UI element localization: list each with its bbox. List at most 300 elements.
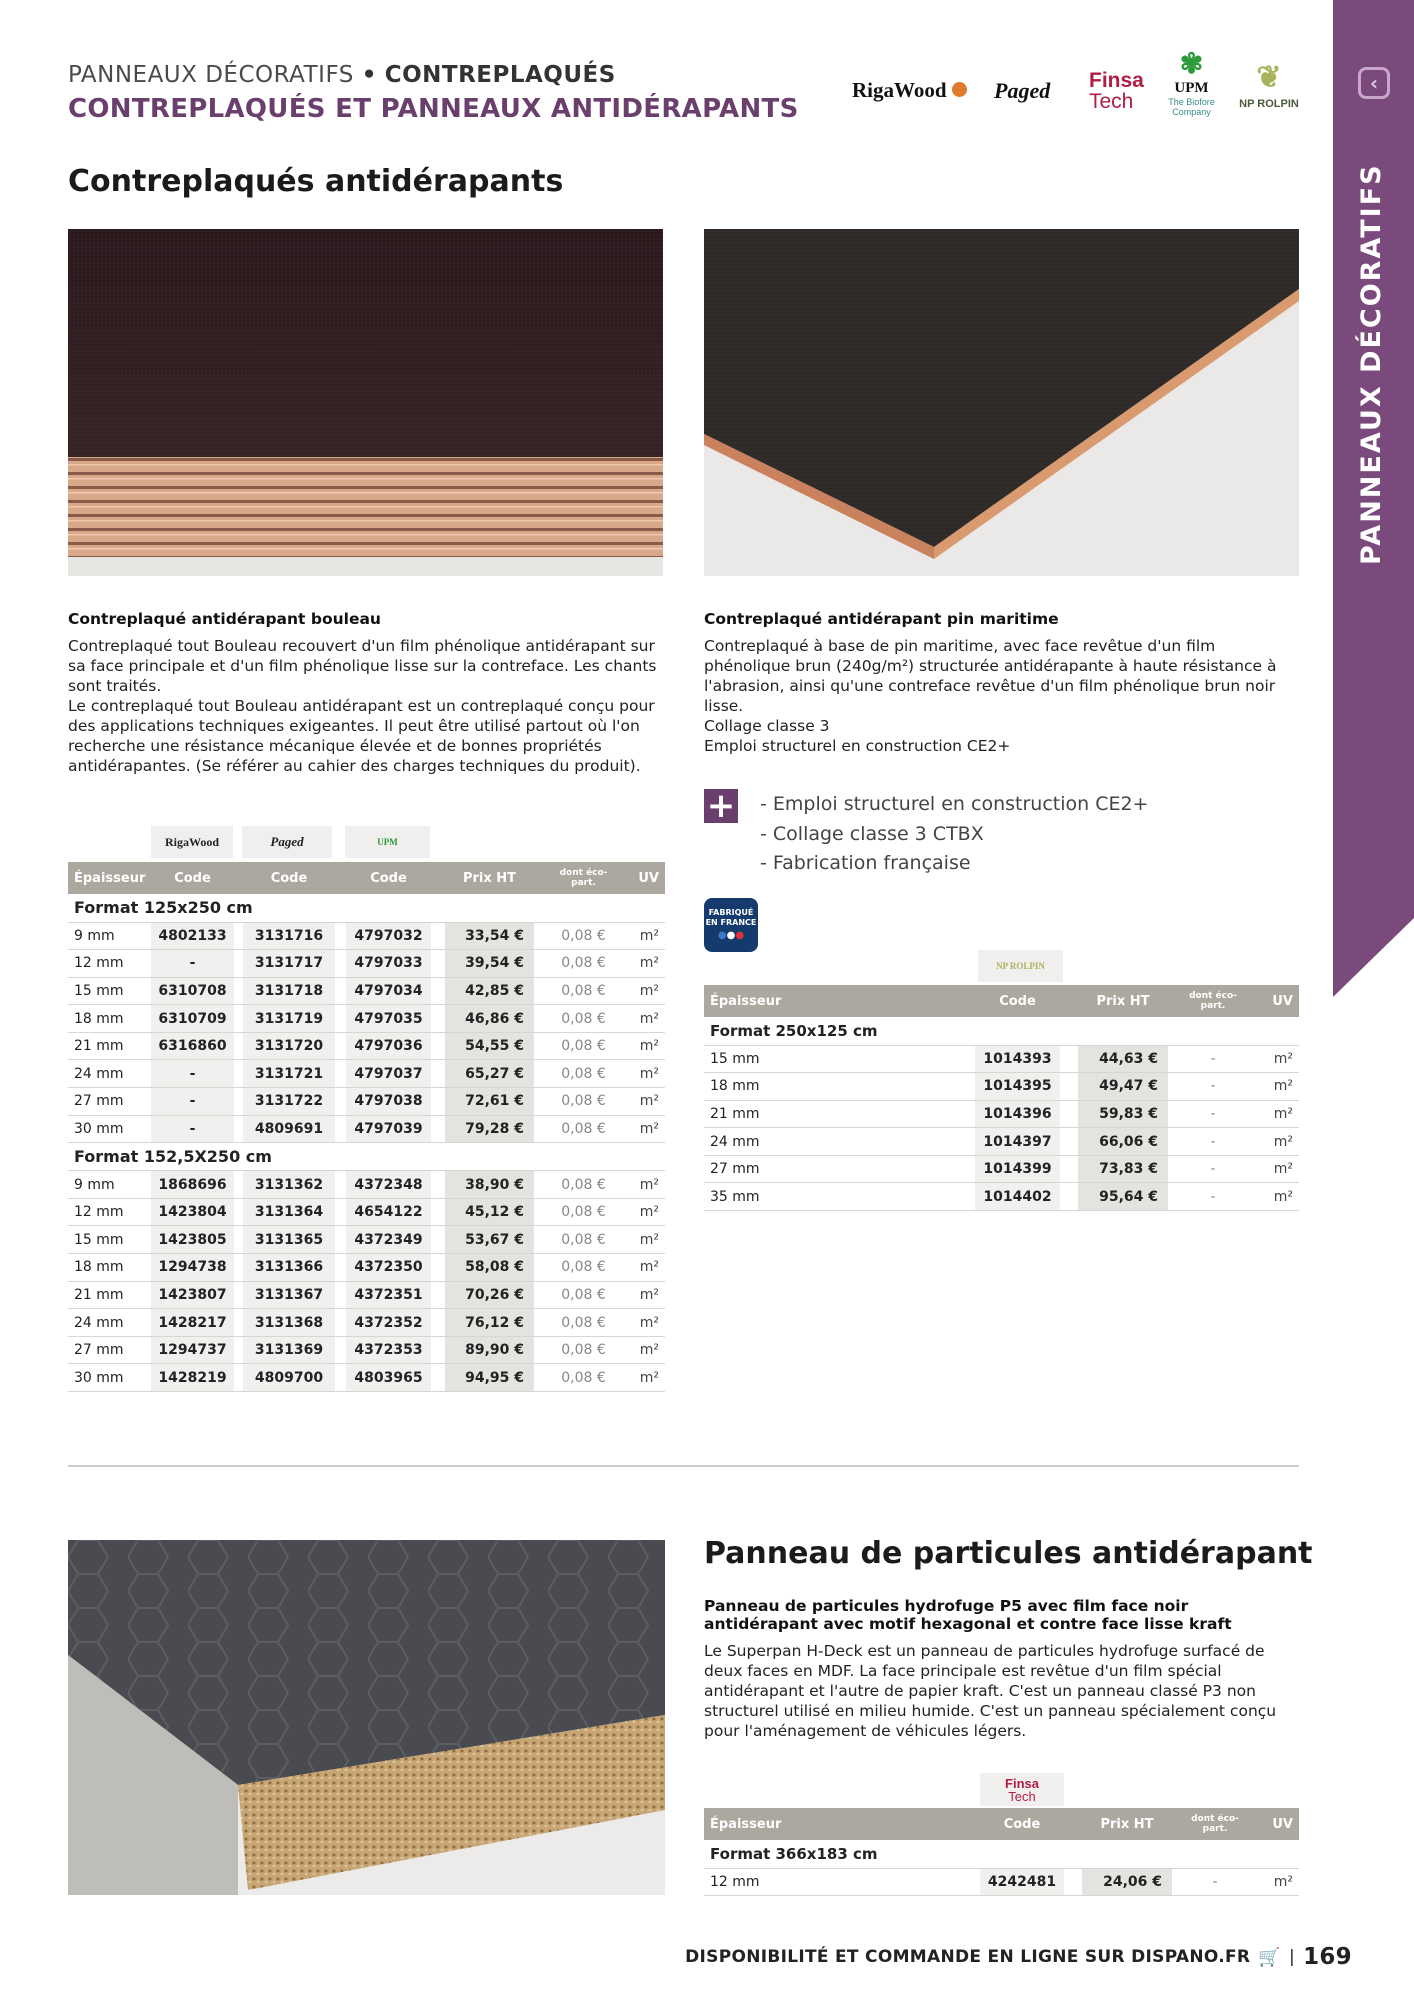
column-header: dont éco-part. [1175, 985, 1251, 1017]
column-spacer [234, 862, 243, 894]
spacer-cell [335, 977, 346, 1005]
code-cell: 1423805 [151, 1226, 234, 1254]
finsa-logo: Finsa Tech [1089, 69, 1144, 113]
column-header: Code [243, 862, 335, 894]
code-cell: 4372349 [346, 1226, 431, 1254]
eco-part-cell: 0,08 € [543, 1171, 624, 1199]
code-cell: 4372353 [346, 1336, 431, 1364]
kicker-category: PANNEAUX DÉCORATIFS [68, 62, 354, 88]
spacer-cell [431, 1226, 445, 1254]
unit-cell: m² [624, 977, 665, 1005]
spacer-cell [534, 1060, 543, 1088]
spacer-cell [431, 1032, 445, 1060]
unit-cell: m² [624, 1005, 665, 1033]
product-description: Contreplaqué tout Bouleau recouvert d'un film phénolique antidérapant sur sa face principale et d'un film phénolique lisse sur la contreface. Les chants sont traités. Le contreplaqué tout Bouleau antidérapant est un contreplaqué conçu pour des applications techniques exigeantes. Il peut être utilisé partout où l'on recherche une résistance mécanique élevée et de bonnes propriétés antidérapantes. (Se référer au cahier des charges techniques du produit). [68, 637, 657, 775]
code-cell: 1868696 [151, 1171, 234, 1199]
product-title: Panneau de particules hydrofuge P5 avec film face noir antidérapant avec motif hexagonal et contre face lisse kraft [704, 1597, 1232, 1633]
spacer-cell [335, 950, 346, 978]
thickness-cell: 30 mm [68, 1115, 151, 1143]
spacer-cell [335, 1088, 346, 1116]
product-description: Contreplaqué à base de pin maritime, avec face revêtue d'un film phénolique brun (240g/m²) structurée antidérapante à haute résistance à l'abrasion, ainsi qu'une contreface revêtue d'un film phénolique brun noir lisse. Collage classe 3 Emploi structurel en construction CE2+ [704, 637, 1277, 755]
thickness-cell: 12 mm [68, 950, 151, 978]
section-heading: Panneau de particules antidérapant [704, 1536, 1313, 1571]
thickness-cell: 15 mm [68, 1226, 151, 1254]
table-row [68, 1226, 665, 1254]
rolpin-column-logo: NP ROLPIN [978, 950, 1063, 982]
spacer-cell [534, 1281, 543, 1309]
spacer-cell [534, 1171, 543, 1199]
particle-board-price-table [704, 1808, 1299, 1896]
spacer-cell [1060, 1045, 1078, 1073]
thickness-cell: 18 mm [68, 1005, 151, 1033]
spacer-cell [234, 1364, 243, 1392]
spacer-cell [431, 1309, 445, 1337]
spacer-cell [234, 1005, 243, 1033]
column-spacer [1060, 985, 1078, 1017]
spacer-cell [234, 1254, 243, 1282]
code-cell: 4809700 [243, 1364, 335, 1392]
column-header: Prix HT [1082, 1808, 1172, 1840]
format-row [68, 1143, 665, 1171]
unit-cell: m² [624, 1060, 665, 1088]
table-row [704, 1868, 1299, 1896]
spacer-cell [335, 1032, 346, 1060]
price-cell: 76,12 € [445, 1309, 534, 1337]
product-title: Contreplaqué antidérapant bouleau [68, 610, 381, 628]
thickness-cell: 24 mm [68, 1309, 151, 1337]
unit-cell: m² [624, 1336, 665, 1364]
price-cell: 89,90 € [445, 1336, 534, 1364]
column-header: Code [975, 985, 1060, 1017]
code-cell: 4809691 [243, 1115, 335, 1143]
code-cell: 1014395 [975, 1073, 1060, 1101]
table-row [704, 1183, 1299, 1211]
eco-part-cell: 0,08 € [543, 1115, 624, 1143]
code-cell: 1014402 [975, 1183, 1060, 1211]
eco-part-cell: 0,08 € [543, 1032, 624, 1060]
eco-part-cell: 0,08 € [543, 977, 624, 1005]
thickness-cell: 35 mm [704, 1183, 975, 1211]
unit-cell: m² [1251, 1100, 1299, 1128]
eco-part-cell: - [1175, 1183, 1251, 1211]
column-header: dont éco-part. [543, 862, 624, 894]
format-label: Format 125x250 cm [68, 894, 665, 922]
table-row [68, 1281, 665, 1309]
code-cell: 1423807 [151, 1281, 234, 1309]
spacer-cell [335, 1198, 346, 1226]
particle-board-product [704, 1597, 1294, 1741]
spacer-cell [534, 1088, 543, 1116]
eco-part-cell: 0,08 € [543, 1198, 624, 1226]
spacer-cell [234, 1309, 243, 1337]
price-cell: 46,86 € [445, 1005, 534, 1033]
spacer-cell [1172, 1868, 1179, 1896]
code-cell: 6310709 [151, 1005, 234, 1033]
code-cell: 6310708 [151, 977, 234, 1005]
spacer-cell [431, 1115, 445, 1143]
page-number: 169 [1303, 1944, 1352, 1970]
spacer-cell [431, 1198, 445, 1226]
thickness-cell: 21 mm [68, 1032, 151, 1060]
code-cell: - [151, 1088, 234, 1116]
spacer-cell [431, 1281, 445, 1309]
finsa-column-logo: Finsa Tech [980, 1773, 1064, 1806]
spacer-cell [534, 1198, 543, 1226]
spacer-cell [534, 1115, 543, 1143]
price-cell: 65,27 € [445, 1060, 534, 1088]
eco-part-cell: 0,08 € [543, 1226, 624, 1254]
code-cell: 1294737 [151, 1336, 234, 1364]
spacer-cell [234, 1281, 243, 1309]
column-spacer [1168, 985, 1175, 1017]
column-header: Code [980, 1808, 1064, 1840]
spacer-cell [1060, 1073, 1078, 1101]
eco-part-cell: 0,08 € [543, 1005, 624, 1033]
spacer-cell [234, 1171, 243, 1199]
column-header: Épaisseur [704, 1808, 980, 1840]
code-cell: 1014396 [975, 1100, 1060, 1128]
price-cell: 72,61 € [445, 1088, 534, 1116]
table-row [68, 1060, 665, 1088]
code-cell: 4797038 [346, 1088, 431, 1116]
unit-cell: m² [1251, 1128, 1299, 1156]
price-cell: 49,47 € [1078, 1073, 1168, 1101]
brand-logos [852, 50, 1302, 140]
eco-part-cell: 0,08 € [543, 1060, 624, 1088]
price-cell: 70,26 € [445, 1281, 534, 1309]
birch-plywood-image [68, 229, 663, 576]
table-row [68, 1309, 665, 1337]
column-header: Prix HT [1078, 985, 1168, 1017]
spacer-cell [234, 1088, 243, 1116]
code-cell: 3131718 [243, 977, 335, 1005]
spacer-cell [335, 1171, 346, 1199]
birch-price-table [68, 862, 665, 1392]
product-title: Contreplaqué antidérapant pin maritime [704, 610, 1059, 628]
code-cell: 1428217 [151, 1309, 234, 1337]
kicker-sep: • [361, 62, 377, 88]
price-cell: 66,06 € [1078, 1128, 1168, 1156]
format-label: Format 366x183 cm [704, 1840, 1299, 1868]
eco-part-cell: - [1175, 1100, 1251, 1128]
code-cell: - [151, 950, 234, 978]
price-cell: 58,08 € [445, 1254, 534, 1282]
eco-part-cell: - [1175, 1073, 1251, 1101]
spacer-cell [1060, 1155, 1078, 1183]
rigawood-column-logo: RigaWood [151, 826, 233, 858]
cart-icon: 🛒 [1258, 1946, 1282, 1968]
column-spacer [335, 862, 346, 894]
spacer-cell [335, 922, 346, 950]
spacer-cell [335, 1364, 346, 1392]
spacer-cell [534, 977, 543, 1005]
format-label: Format 250x125 cm [704, 1017, 1299, 1045]
footer [685, 1944, 1352, 1970]
column-spacer [431, 862, 445, 894]
feature-list [760, 790, 1148, 879]
eco-part-cell: - [1175, 1128, 1251, 1156]
code-cell: - [151, 1060, 234, 1088]
made-in-france-badge: FABRIQUÉ EN FRANCE ●●● [704, 898, 758, 952]
spacer-cell [234, 1060, 243, 1088]
code-cell: 4797039 [346, 1115, 431, 1143]
spacer-cell [431, 922, 445, 950]
code-cell: 3131368 [243, 1309, 335, 1337]
format-row [704, 1840, 1299, 1868]
code-cell: 6316860 [151, 1032, 234, 1060]
code-cell: 1428219 [151, 1364, 234, 1392]
section-divider [68, 1465, 1299, 1467]
spacer-cell [335, 1226, 346, 1254]
section-kicker [68, 62, 616, 88]
spacer-cell [431, 1364, 445, 1392]
thickness-cell: 27 mm [704, 1155, 975, 1183]
spacer-cell [1168, 1183, 1175, 1211]
unit-cell: m² [1251, 1073, 1299, 1101]
column-header: dont éco-part. [1179, 1808, 1251, 1840]
product-description: Le Superpan H-Deck est un panneau de particules hydrofuge surfacé de deux faces en MDF. La face principale est revêtue d'un film spécial antidérapant et l'autre de papier kraft. C'est un panneau classé P3 non structurel utilisé en milieu humide. C'est un panneau spécialement conçu pour l'aménagement de véhicules légers. [704, 1642, 1277, 1740]
unit-cell: m² [1251, 1868, 1299, 1896]
spacer-cell [431, 1254, 445, 1282]
price-cell: 38,90 € [445, 1171, 534, 1199]
thickness-cell: 18 mm [68, 1254, 151, 1282]
code-cell: 4242481 [980, 1868, 1064, 1896]
column-header: UV [1251, 1808, 1299, 1840]
price-cell: 53,67 € [445, 1226, 534, 1254]
spacer-cell [335, 1336, 346, 1364]
spacer-cell [234, 1226, 243, 1254]
code-cell: 4654122 [346, 1198, 431, 1226]
code-cell: 4802133 [151, 922, 234, 950]
thickness-cell: 24 mm [68, 1060, 151, 1088]
spacer-cell [534, 950, 543, 978]
spacer-cell [234, 1115, 243, 1143]
spacer-cell [335, 1115, 346, 1143]
unit-cell: m² [1251, 1183, 1299, 1211]
spacer-cell [534, 1336, 543, 1364]
spacer-cell [1060, 1128, 1078, 1156]
table-row [68, 1198, 665, 1226]
code-cell: 4797032 [346, 922, 431, 950]
code-cell: 3131367 [243, 1281, 335, 1309]
table-row [68, 1005, 665, 1033]
eco-part-cell: 0,08 € [543, 950, 624, 978]
spacer-cell [1168, 1045, 1175, 1073]
unit-cell: m² [1251, 1045, 1299, 1073]
upm-column-logo: UPM [345, 826, 430, 858]
code-cell: 4797034 [346, 977, 431, 1005]
eco-part-cell: 0,08 € [543, 1364, 624, 1392]
column-header: UV [624, 862, 665, 894]
spacer-cell [431, 950, 445, 978]
footer-separator: | [1289, 1947, 1296, 1967]
spacer-cell [335, 1060, 346, 1088]
thickness-cell: 21 mm [68, 1281, 151, 1309]
table-header-row [704, 1808, 1299, 1840]
birch-product [68, 610, 663, 776]
thickness-cell: 21 mm [704, 1100, 975, 1128]
thickness-cell: 12 mm [68, 1198, 151, 1226]
spacer-cell [1168, 1128, 1175, 1156]
thickness-cell: 27 mm [68, 1088, 151, 1116]
unit-cell: m² [624, 1088, 665, 1116]
spacer-cell [1168, 1073, 1175, 1101]
spacer-cell [1060, 1100, 1078, 1128]
spacer-cell [1060, 1183, 1078, 1211]
eco-part-cell: 0,08 € [543, 1281, 624, 1309]
kicker-subcategory: CONTREPLAQUÉS [384, 62, 616, 88]
unit-cell: m² [624, 922, 665, 950]
spacer-cell [335, 1281, 346, 1309]
code-cell: 1423804 [151, 1198, 234, 1226]
code-cell: 3131365 [243, 1226, 335, 1254]
column-spacer [1064, 1808, 1082, 1840]
code-cell: 3131716 [243, 922, 335, 950]
code-cell: 4372350 [346, 1254, 431, 1282]
unit-cell: m² [1251, 1155, 1299, 1183]
feature-item: - Fabrication française [760, 852, 971, 874]
price-cell: 79,28 € [445, 1115, 534, 1143]
eco-part-cell: 0,08 € [543, 922, 624, 950]
thickness-cell: 24 mm [704, 1128, 975, 1156]
spacer-cell [335, 1005, 346, 1033]
column-header: UV [1251, 985, 1299, 1017]
spacer-cell [431, 1060, 445, 1088]
spacer-cell [1168, 1100, 1175, 1128]
plus-icon: + [704, 789, 738, 823]
code-cell: 4797033 [346, 950, 431, 978]
unit-cell: m² [624, 1364, 665, 1392]
code-cell: 3131364 [243, 1198, 335, 1226]
price-cell: 54,55 € [445, 1032, 534, 1060]
pine-product [704, 610, 1299, 756]
table-row [68, 1364, 665, 1392]
eco-part-cell: - [1179, 1868, 1251, 1896]
code-cell: 4797036 [346, 1032, 431, 1060]
paged-column-logo: Paged [242, 826, 332, 858]
table-row [68, 1032, 665, 1060]
column-header: Épaisseur [704, 985, 975, 1017]
code-cell: 3131722 [243, 1088, 335, 1116]
spacer-cell [234, 1336, 243, 1364]
eco-part-cell: 0,08 € [543, 1336, 624, 1364]
thickness-cell: 30 mm [68, 1364, 151, 1392]
format-row [68, 894, 665, 922]
spacer-cell [431, 977, 445, 1005]
spacer-cell [534, 1364, 543, 1392]
code-cell: 4797035 [346, 1005, 431, 1033]
code-cell: 1014399 [975, 1155, 1060, 1183]
unit-cell: m² [624, 1281, 665, 1309]
page-title: CONTREPLAQUÉS ET PANNEAUX ANTIDÉRAPANTS [68, 94, 799, 124]
column-header: Code [151, 862, 234, 894]
footer-text: DISPONIBILITÉ ET COMMANDE EN LIGNE SUR DISPANO.FR [685, 1947, 1251, 1967]
spacer-cell [534, 1226, 543, 1254]
rigawood-logo: RigaWood [852, 78, 967, 103]
eco-part-cell: 0,08 € [543, 1254, 624, 1282]
spacer-cell [234, 1032, 243, 1060]
price-cell: 33,54 € [445, 922, 534, 950]
table-header-row [704, 985, 1299, 1017]
unit-cell: m² [624, 1032, 665, 1060]
table-row [68, 1336, 665, 1364]
spacer-cell [431, 1171, 445, 1199]
format-label: Format 152,5X250 cm [68, 1143, 665, 1171]
eco-part-cell: 0,08 € [543, 1309, 624, 1337]
table-row [704, 1073, 1299, 1101]
spacer-cell [1168, 1155, 1175, 1183]
price-cell: 42,85 € [445, 977, 534, 1005]
column-header: Prix HT [445, 862, 534, 894]
table-row [704, 1128, 1299, 1156]
code-cell: 3131369 [243, 1336, 335, 1364]
eco-part-cell: - [1175, 1155, 1251, 1183]
particle-board-image [68, 1540, 665, 1895]
code-cell: - [151, 1115, 234, 1143]
spacer-cell [335, 1309, 346, 1337]
price-cell: 24,06 € [1082, 1868, 1172, 1896]
spacer-cell [534, 1254, 543, 1282]
thickness-cell: 15 mm [704, 1045, 975, 1073]
upm-logo: ✾ UPM The Biofore Company [1168, 49, 1215, 117]
table-row [68, 1171, 665, 1199]
spacer-cell [234, 977, 243, 1005]
price-cell: 45,12 € [445, 1198, 534, 1226]
code-cell: 3131720 [243, 1032, 335, 1060]
price-cell: 73,83 € [1078, 1155, 1168, 1183]
back-button[interactable] [1358, 67, 1390, 99]
price-cell: 94,95 € [445, 1364, 534, 1392]
column-header: Code [346, 862, 431, 894]
code-cell: 3131362 [243, 1171, 335, 1199]
code-cell: 3131721 [243, 1060, 335, 1088]
spacer-cell [534, 1309, 543, 1337]
eco-part-cell: 0,08 € [543, 1088, 624, 1116]
price-cell: 95,64 € [1078, 1183, 1168, 1211]
paged-logo: Paged [994, 78, 1051, 103]
price-cell: 44,63 € [1078, 1045, 1168, 1073]
thickness-cell: 15 mm [68, 977, 151, 1005]
feature-item: - Emploi structurel en construction CE2+ [760, 793, 1149, 815]
pine-plywood-image [704, 229, 1299, 576]
thickness-cell: 9 mm [68, 922, 151, 950]
spacer-cell [431, 1005, 445, 1033]
spacer-cell [335, 1254, 346, 1282]
column-header: Épaisseur [68, 862, 151, 894]
code-cell: 4803965 [346, 1364, 431, 1392]
code-cell: 1014397 [975, 1128, 1060, 1156]
unit-cell: m² [624, 1226, 665, 1254]
unit-cell: m² [624, 1309, 665, 1337]
spacer-cell [234, 950, 243, 978]
table-row [68, 950, 665, 978]
sidebar-section-label: PANNEAUX DÉCORATIFS [1356, 163, 1387, 565]
spacer-cell [1064, 1868, 1082, 1896]
spacer-cell [534, 922, 543, 950]
table-row [68, 977, 665, 1005]
table-row [704, 1100, 1299, 1128]
chevron-left-icon: ‹ [1369, 71, 1379, 95]
code-cell: 4372348 [346, 1171, 431, 1199]
thickness-cell: 12 mm [704, 1868, 980, 1896]
rolpin-logo: ❦ NP ROLPIN [1239, 61, 1299, 110]
column-spacer [1172, 1808, 1179, 1840]
spacer-cell [534, 1005, 543, 1033]
table-row [68, 1254, 665, 1282]
pine-price-table [704, 985, 1299, 1211]
section-heading: Contreplaqués antidérapants [68, 164, 564, 199]
unit-cell: m² [624, 1198, 665, 1226]
